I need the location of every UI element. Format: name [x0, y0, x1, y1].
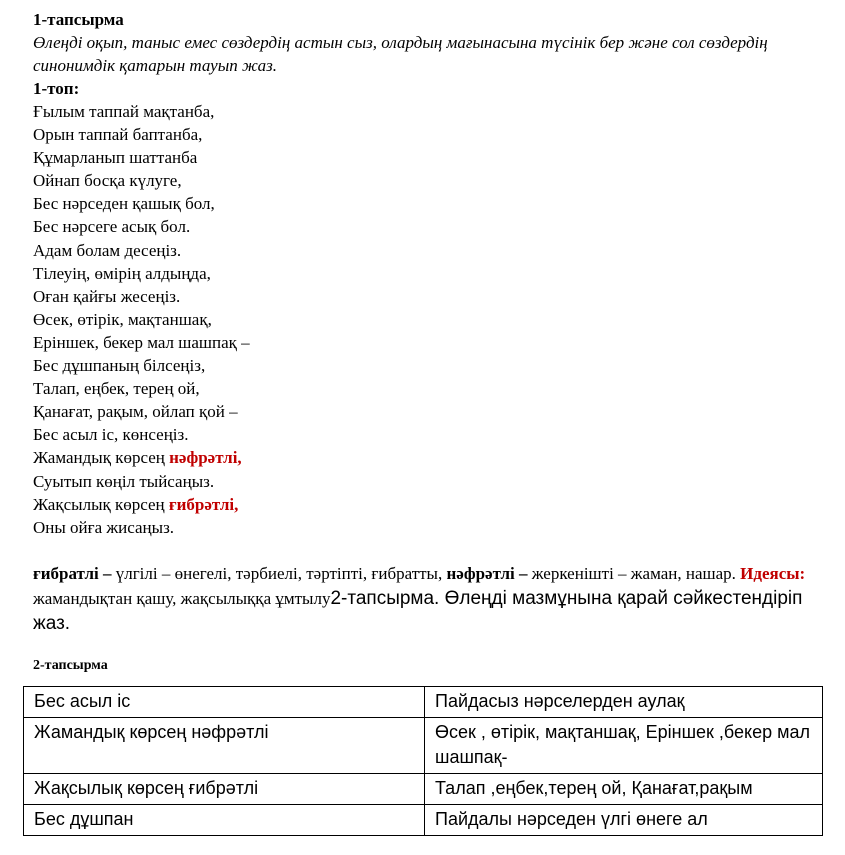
poem-line-highlight — [33, 446, 833, 469]
idea-text: жамандықтан қашу, жақсылыққа ұмтылу — [33, 588, 331, 608]
poem-line: Ғылым таппай мақтанба, — [33, 102, 215, 121]
poem-line: Орын таппай баптанба, — [33, 125, 203, 145]
poem-line-highlight — [33, 493, 833, 516]
term-gibratli: ғибратлі – — [33, 563, 112, 583]
poem-line: Бес асыл іс, көнсеңіз. — [33, 425, 189, 445]
poem-line: Өсек, өтірік, мақтаншақ, — [33, 309, 212, 329]
idea-label: Идеясы: — [740, 563, 806, 583]
poem-line: Суытып көңіл тыйсаңыз. — [33, 471, 215, 491]
highlight-word-nafratli: нәфрәтлі, — [169, 448, 242, 468]
table-cell-right: Талап ,еңбек,терең ой, Қанағат,рақым — [425, 774, 823, 805]
task2-inline-heading: 2-тапсырма. Өлеңді мазмұнына қарай сәйкестендіріп жаз. — [33, 587, 803, 634]
definitions-paragraph — [33, 561, 823, 636]
poem-line: Талап, еңбек, терең ой, — [33, 379, 200, 399]
poem-line: Оны ойға жисаңыз. — [33, 517, 175, 537]
table-cell-right: Өсек , өтірік, мақтаншақ, Еріншек ,бекер мал шашпақ- — [425, 718, 823, 774]
poem-line: Тілеуің, өмірің алдыңда, — [33, 263, 211, 283]
poem-line: Еріншек, бекер мал шашпақ – — [33, 332, 250, 352]
poem-line: Оған қайғы жесеңіз. — [33, 286, 181, 306]
highlight-word-gibratli: ғибрәтлі, — [168, 494, 239, 514]
table-cell-right: Пайдасыз нәрселерден аулақ — [425, 687, 823, 718]
poem-line: Бес нәрсеге асық бол. — [33, 217, 191, 237]
term-nafratli: нәфрәтлі – — [446, 563, 528, 583]
task1-title: 1-тапсырма — [33, 10, 124, 29]
table-row — [24, 718, 823, 774]
task1-instruction: Өлеңді оқып, таныс емес сөздердің астын сыз, олардың мағынасына түсінік бер және сол сөздердің синонимдік қатарын тауып жаз. — [33, 33, 768, 75]
poem-line-text: Жақсылық көрсең — [33, 494, 169, 514]
table-cell-right: Пайдалы нәрседен үлгі өнеге ал — [425, 805, 823, 836]
poem — [33, 100, 833, 539]
table-row — [24, 687, 823, 718]
table-cell-left: Жамандық көрсең нәфрәтлі — [24, 718, 425, 774]
definition-text: үлгілі – өнегелі, тәрбиелі, тәртіпті, ғибратты, — [111, 563, 447, 583]
poem-line: Құмарланып шаттанба — [33, 148, 198, 168]
poem-line: Бес нәрседен қашық бол, — [33, 194, 215, 214]
poem-line-text: Жамандық көрсең — [33, 448, 170, 468]
table-cell-left: Бес дұшпан — [24, 805, 425, 836]
table-row — [24, 805, 823, 836]
matching-table — [23, 686, 823, 836]
table-cell-left: Жақсылық көрсең ғибрәтлі — [24, 774, 425, 805]
table-row — [24, 774, 823, 805]
task2-title: 2-тапсырма — [33, 657, 108, 673]
table-cell-left: Бес асыл іс — [24, 687, 425, 718]
document — [33, 8, 833, 676]
definition-text: жеркенішті – жаман, нашар. — [527, 563, 741, 583]
poem-line: Адам болам десеңіз. — [33, 240, 182, 260]
group-label: 1-топ: — [33, 79, 80, 98]
poem-line: Ойнап босқа күлуге, — [33, 171, 182, 191]
poem-line: Бес дұшпаның білсеңіз, — [33, 356, 206, 376]
poem-line: Қанағат, рақым, ойлап қой – — [33, 402, 238, 422]
